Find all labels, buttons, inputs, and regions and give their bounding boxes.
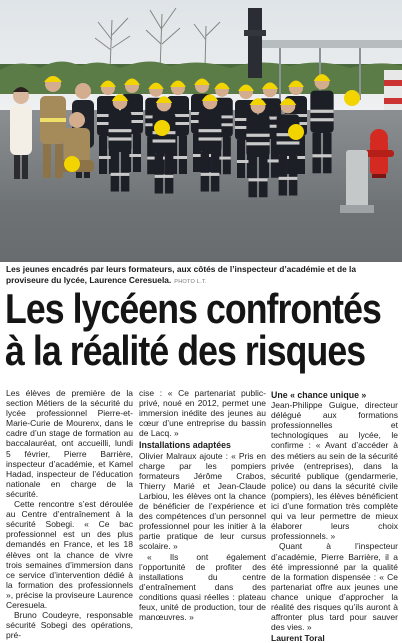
article-column-3 [271, 388, 398, 643]
article-headline [5, 285, 381, 374]
subheading: Une « chance unique » [271, 390, 367, 400]
group-photo-illustration [0, 0, 402, 262]
paragraph: Cette rencontre s’est déroulée au Centre d’entraînement à la sécurité Sobegi. « Ce bac professionnel est un des plus demandés en France, et les 18 élèves ont la chance de vivre trois semaines d’immersion dans ce service d’intervention dédié à la formation des professionnels », précise la proviseure Laurence Ceresuela. [6, 499, 133, 610]
article-column-1 [6, 388, 133, 640]
subheading: Installations adaptées [139, 440, 231, 451]
paragraph: cise : « Ce partenariat public-privé, noué en 2012, permet une immersion inédite des jeunes au cœur d’une entreprise du bassin de Lacq. » [139, 388, 266, 439]
helmet-icon [344, 90, 360, 106]
helmet-icon [288, 124, 304, 140]
headline-line-2: à la réalité des risques [5, 327, 366, 374]
paragraph: Olivier Malraux ajoute : « Pris en charge par les pompiers formateurs Jérôme Crabos, Thierry Marié et Jean-Claude Larbiou, les élèves ont la chance de bénéficier de l’expérience et des compétences d’un personnel professionnel pour les initier à la partie pratique de leur cursus scolaire. » [139, 450, 266, 552]
group-photo [0, 0, 402, 262]
paragraph: « Ils ont également l’opportunité de profiter des installations du centre d’entraînement dans des conditions quasi réelles : plateau feux, unité de production, tour de manœuvres. » [139, 551, 266, 623]
article-column-2 [139, 388, 266, 622]
caption-text: Les jeunes encadrés par leurs formateurs, aux côtés de l’inspecteur d’académie et de la proviseure du lycée, Laurence Ceresuela. [6, 264, 357, 285]
headline-line-1: Les lycéens confrontés [5, 285, 381, 332]
photo-credit: PHOTO L.T. [174, 278, 207, 285]
helmet-icon [154, 120, 170, 136]
paragraph: Jean-Philippe Guigue, directeur délégué aux formations professionnelles et technologiques au lycée, le confirme : « Avant d’accéder à des métiers au sein de la sécurité privée (entreprises), dans la sécurité publique (gendarmerie, police) ou dans la sécurité civile (pompiers), les élèves bénéficient ici d’une formation très complète qui va leur permettre de mieux élaborer leurs choix professionnels. » [271, 400, 398, 542]
paragraph: Bruno Coudeyre, responsable sécurité Sobegi des opérations, pré- [6, 610, 133, 641]
paragraph: Quant à l’inspecteur d’académie, Pierre Barrière, il a été impressionné par la qualité de la formation dispensée : « Ce partenariat offre aux jeunes une chance unique d’approcher la réalité des risques qu’ils auront à affronter plus tard pour sauver des vies. » [271, 541, 398, 633]
author-byline: Laurent Toral [271, 633, 325, 643]
photo-caption [6, 264, 398, 287]
paragraph: Les élèves de première de la section Métiers de la sécurité du lycée professionnel Pierre-et-Marie-Curie de Mourenx, dans le cadre d’un stage de formation au baccalauréat, ont accueilli, lundi 5 février, Pierre Barrière, inspecteur d’académie, et Kamel Hadad, inspecteur de l’éducation nationale en charge de la sécurité. [6, 388, 133, 499]
